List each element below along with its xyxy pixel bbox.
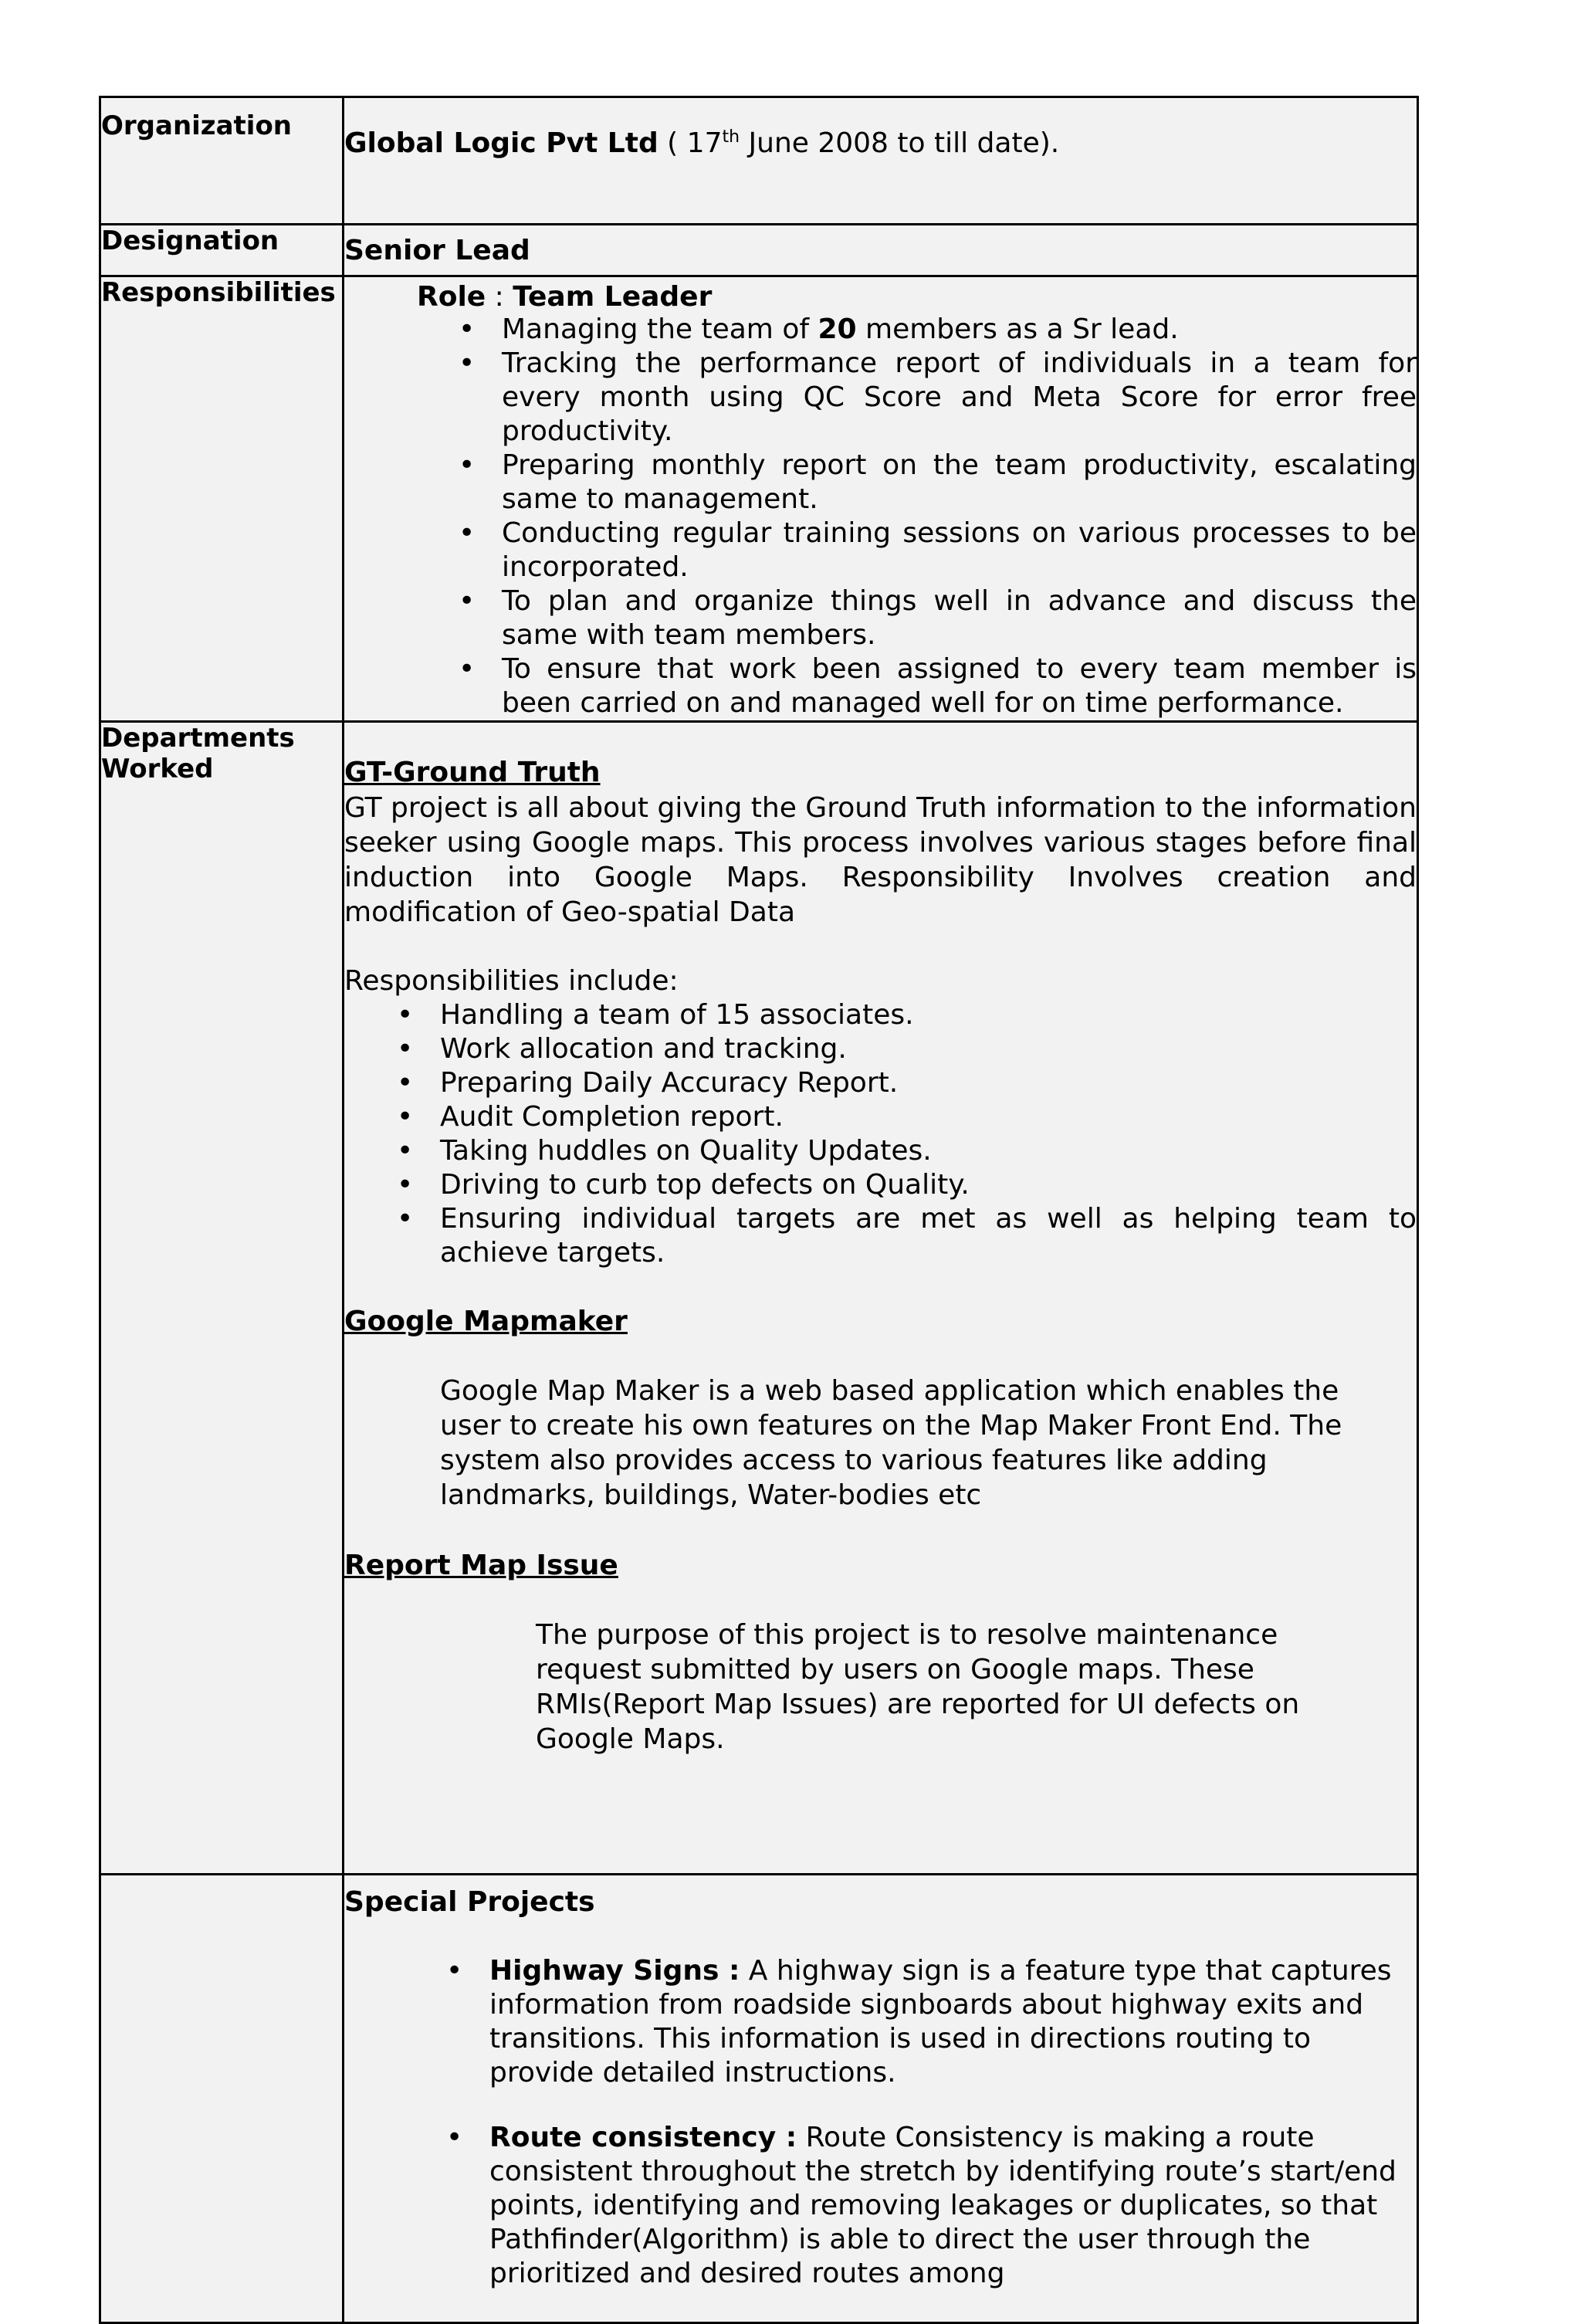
list-item	[459, 449, 1417, 517]
special-projects-list	[446, 1954, 1417, 2291]
gt-resp-intro: Responsibilities include:	[344, 965, 679, 997]
special-projects-value	[344, 1875, 1418, 2323]
role-label: Role	[417, 281, 486, 313]
item-text: Tracking the performance report of individuals in a team for every month using QC Score and Meta Score for error free productivity.	[502, 347, 1417, 447]
period-sup: th	[722, 127, 740, 147]
list-item	[397, 1032, 1417, 1066]
designation-value: Senior Lead	[344, 225, 1418, 276]
project-text: A highway sign is a feature type that captures information from roadside signboards about highway exits and transitions. This information is used in directions routing to provide detailed instructions.	[489, 1955, 1392, 2089]
item-text: Handling a team of 15 associates.	[440, 999, 914, 1031]
list-item	[397, 998, 1417, 1032]
bullet-icon: •	[459, 347, 476, 379]
responsibilities-list	[459, 313, 1417, 720]
period-open: ( 17	[658, 127, 723, 159]
item-text: members as a Sr lead.	[856, 313, 1179, 345]
departments-label	[100, 722, 344, 1875]
item-text: Audit Completion report.	[440, 1101, 784, 1133]
bullet-icon: •	[397, 1101, 414, 1133]
gt-list	[397, 998, 1417, 1270]
bullet-icon: •	[397, 1067, 414, 1099]
departments-value	[344, 722, 1418, 1875]
designation-row	[100, 225, 1418, 276]
bullet-icon: •	[446, 1955, 463, 1987]
organization-row	[100, 97, 1418, 225]
list-item	[397, 1168, 1417, 1202]
item-text: Preparing monthly report on the team productivity, escalating same to management.	[502, 449, 1417, 515]
period-rest: June 2008 to till date).	[740, 127, 1060, 159]
gt-heading: GT-Ground Truth	[344, 757, 601, 788]
item-text: Taking huddles on Quality Updates.	[440, 1135, 932, 1167]
bullet-icon: •	[459, 585, 476, 617]
item-text: Driving to curb top defects on Quality.	[440, 1169, 970, 1201]
role-value: Team Leader	[513, 281, 713, 313]
list-item	[446, 2121, 1417, 2291]
departments-row	[100, 722, 1418, 1875]
item-text: Conducting regular training sessions on various processes to be incorporated.	[502, 517, 1417, 583]
bullet-icon: •	[459, 449, 476, 481]
project-name: Route consistency :	[489, 2122, 797, 2153]
responsibilities-value	[344, 276, 1418, 722]
bullet-icon: •	[397, 999, 414, 1031]
bullet-icon: •	[459, 517, 476, 549]
responsibilities-label: Responsibilities	[100, 276, 344, 722]
list-item	[459, 652, 1417, 720]
list-item	[459, 313, 1417, 347]
organization-label: Organization	[100, 97, 344, 225]
bullet-icon: •	[459, 313, 476, 345]
mapmaker-heading: Google Mapmaker	[344, 1306, 628, 1337]
special-projects-label-cell	[100, 1875, 344, 2323]
list-item	[446, 1954, 1417, 2090]
rmi-heading: Report Map Issue	[344, 1550, 618, 1581]
bullet-icon: •	[397, 1135, 414, 1167]
item-text: To plan and organize things well in advance and discuss the same with team members.	[502, 585, 1417, 651]
designation-label: Designation	[100, 225, 344, 276]
departments-label-line2: Worked	[101, 754, 214, 784]
item-text: To ensure that work been assigned to every team member is been carried on and managed well for on time performance.	[502, 653, 1417, 719]
mapmaker-description: Google Map Maker is a web based application which enables the user to create his own features on the Map Maker Front End. The system also provides access to various features like adding landmarks, buildings, Water-bodies etc	[440, 1375, 1342, 1511]
responsibilities-row	[100, 276, 1418, 722]
role-sep: :	[486, 281, 513, 313]
special-projects-title: Special Projects	[344, 1886, 595, 1918]
list-item	[397, 1066, 1417, 1100]
item-text: Work allocation and tracking.	[440, 1033, 847, 1065]
bullet-icon: •	[397, 1033, 414, 1065]
list-item	[459, 347, 1417, 449]
company-name: Global Logic Pvt Ltd	[344, 127, 658, 159]
gt-description: GT project is all about giving the Ground Truth information to the information seeker using Google maps. This process involves various stages before final induction into Google Maps. Responsibility Involves creation and modification of Geo-spatial Data	[344, 792, 1417, 928]
list-item	[397, 1134, 1417, 1168]
list-item	[459, 584, 1417, 652]
bullet-icon: •	[446, 2122, 463, 2153]
bullet-icon: •	[397, 1203, 414, 1235]
rmi-description: The purpose of this project is to resolve maintenance request submitted by users on Google maps. These RMIs(Report Map Issues) are reported for UI defects on Google Maps.	[536, 1619, 1300, 1755]
item-text: Preparing Daily Accuracy Report.	[440, 1067, 899, 1099]
role-line	[417, 282, 1417, 313]
project-text: Route Consistency is making a route consistent throughout the stretch by identifying route’s start/end points, identifying and removing leakages or duplicates, so that Pathfinder(Algorithm) is able to direct the user through the prioritized and desired routes among	[489, 2122, 1396, 2289]
item-bold: 20	[818, 313, 857, 345]
project-name: Highway Signs :	[489, 1955, 740, 1987]
list-item	[397, 1202, 1417, 1270]
bullet-icon: •	[397, 1169, 414, 1201]
experience-table	[99, 96, 1419, 2324]
list-item	[459, 517, 1417, 584]
item-text: Managing the team of	[502, 313, 818, 345]
bullet-icon: •	[459, 653, 476, 685]
organization-value	[344, 97, 1418, 225]
departments-label-line1: Departments	[101, 723, 295, 754]
special-projects-row	[100, 1875, 1418, 2323]
item-text: Ensuring individual targets are met as well as helping team to achieve targets.	[440, 1203, 1417, 1269]
list-item	[397, 1100, 1417, 1134]
